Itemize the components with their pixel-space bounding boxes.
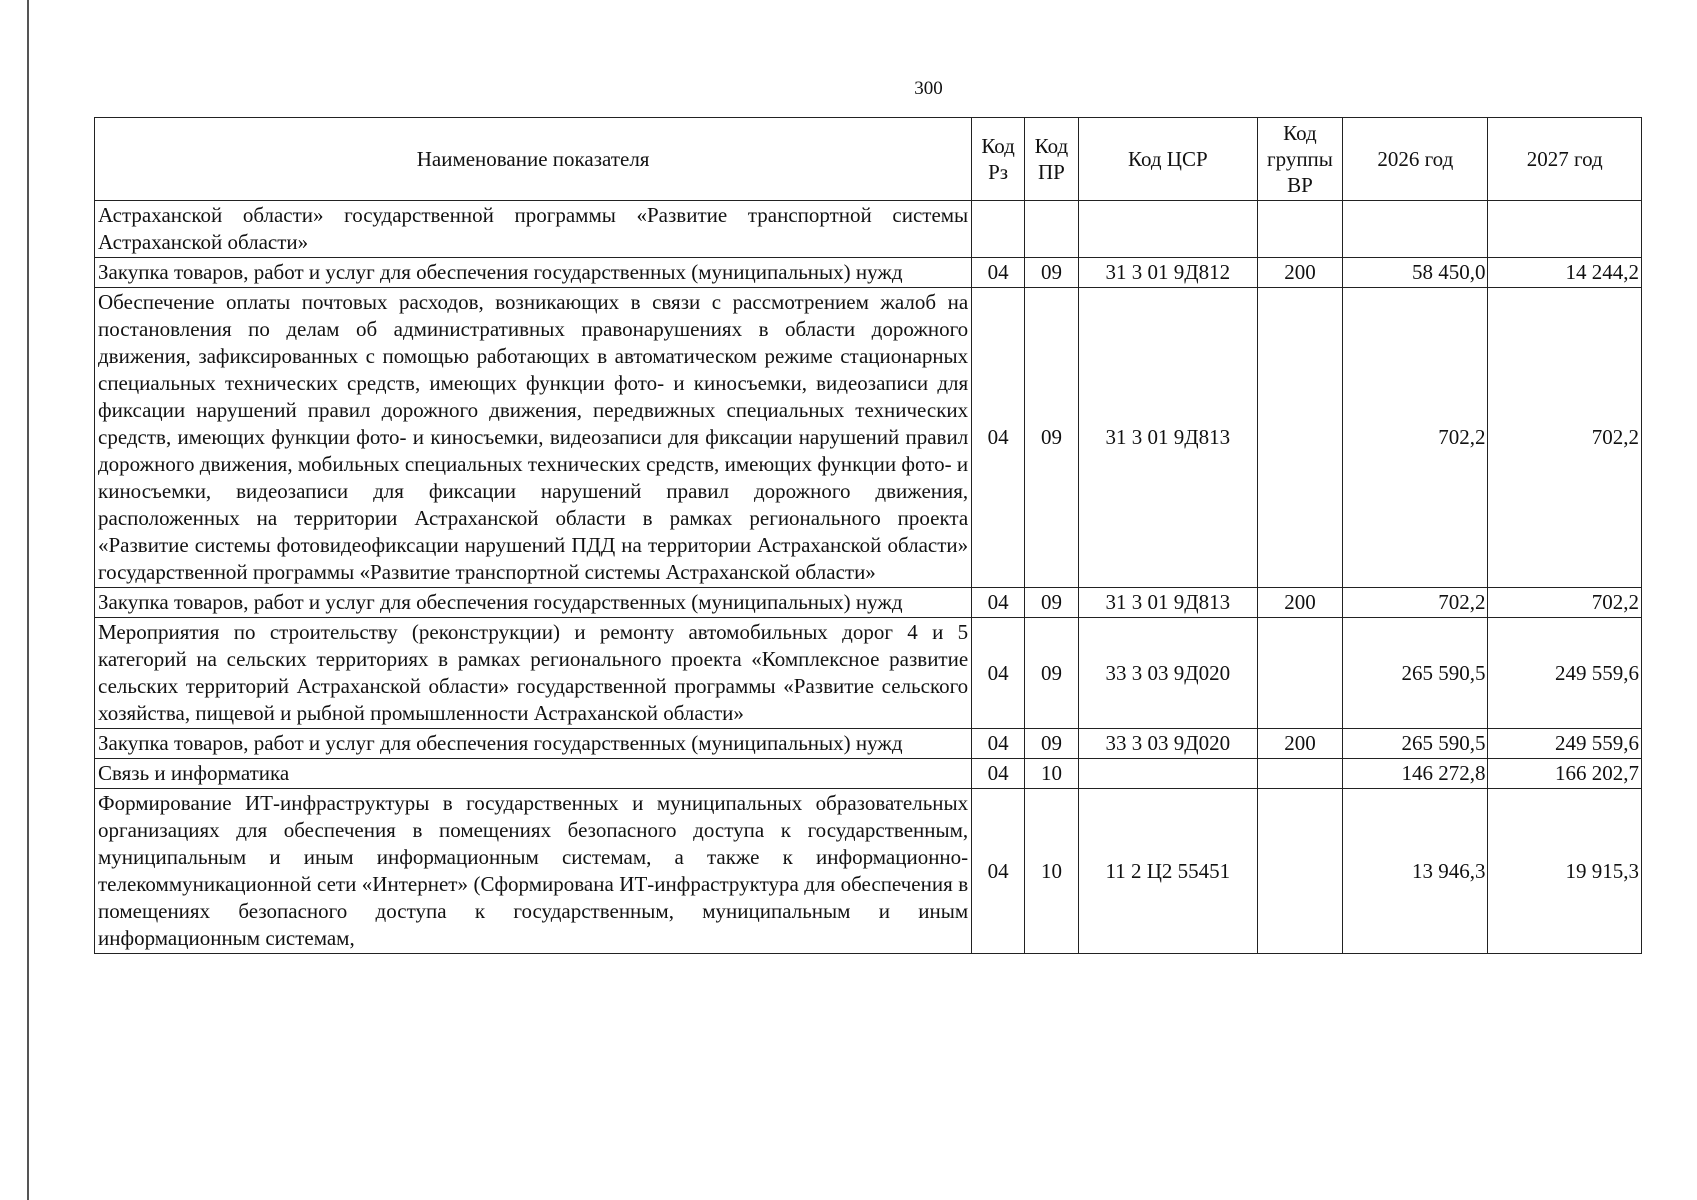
header-name: Наименование показателя bbox=[95, 118, 972, 201]
row-vr bbox=[1257, 759, 1342, 789]
row-vr: 200 bbox=[1257, 588, 1342, 618]
row-2027: 249 559,6 bbox=[1488, 729, 1642, 759]
row-pr: 10 bbox=[1025, 759, 1079, 789]
table-row bbox=[95, 201, 1642, 258]
header-csr: Код ЦСР bbox=[1078, 118, 1257, 201]
header-2027: 2027 год bbox=[1488, 118, 1642, 201]
header-vr: Код группы ВР bbox=[1257, 118, 1342, 201]
row-rz: 04 bbox=[972, 588, 1025, 618]
row-name: Астраханской области» государственной программы «Развитие транспортной системы Астраханской области» bbox=[95, 201, 972, 258]
header-pr: Код ПР bbox=[1025, 118, 1079, 201]
row-2027: 14 244,2 bbox=[1488, 258, 1642, 288]
row-vr bbox=[1257, 618, 1342, 729]
row-csr: 31 3 01 9Д813 bbox=[1078, 588, 1257, 618]
row-2027: 249 559,6 bbox=[1488, 618, 1642, 729]
row-2027 bbox=[1488, 201, 1642, 258]
row-name: Закупка товаров, работ и услуг для обеспечения государственных (муниципальных) нужд bbox=[95, 729, 972, 759]
row-name: Связь и информатика bbox=[95, 759, 972, 789]
row-pr: 09 bbox=[1025, 618, 1079, 729]
row-2027: 702,2 bbox=[1488, 588, 1642, 618]
row-rz: 04 bbox=[972, 288, 1025, 588]
row-rz bbox=[972, 201, 1025, 258]
row-2027: 702,2 bbox=[1488, 288, 1642, 588]
table-row bbox=[95, 618, 1642, 729]
row-csr: 11 2 Ц2 55451 bbox=[1078, 789, 1257, 954]
row-vr bbox=[1257, 201, 1342, 258]
table-row bbox=[95, 729, 1642, 759]
budget-table bbox=[94, 117, 1642, 954]
row-2027: 166 202,7 bbox=[1488, 759, 1642, 789]
table-header-row bbox=[95, 118, 1642, 201]
row-name: Закупка товаров, работ и услуг для обеспечения государственных (муниципальных) нужд bbox=[95, 588, 972, 618]
row-name: Закупка товаров, работ и услуг для обеспечения государственных (муниципальных) нужд bbox=[95, 258, 972, 288]
row-csr: 33 3 03 9Д020 bbox=[1078, 729, 1257, 759]
row-name: Мероприятия по строительству (реконструкции) и ремонту автомобильных дорог 4 и 5 категорий на сельских территориях в рамках регионального проекта «Комплексное развитие сельских территорий Астраханской области» государственной программы «Развитие сельского хозяйства, пищевой и рыбной промышленности Астраханской области» bbox=[95, 618, 972, 729]
row-2026: 265 590,5 bbox=[1343, 618, 1488, 729]
row-csr bbox=[1078, 201, 1257, 258]
row-2026 bbox=[1343, 201, 1488, 258]
row-2026: 265 590,5 bbox=[1343, 729, 1488, 759]
row-vr: 200 bbox=[1257, 258, 1342, 288]
table-row bbox=[95, 789, 1642, 954]
row-pr: 09 bbox=[1025, 729, 1079, 759]
row-rz: 04 bbox=[972, 618, 1025, 729]
table-row bbox=[95, 258, 1642, 288]
row-vr: 200 bbox=[1257, 729, 1342, 759]
row-2026: 13 946,3 bbox=[1343, 789, 1488, 954]
row-csr bbox=[1078, 759, 1257, 789]
row-rz: 04 bbox=[972, 759, 1025, 789]
table-row bbox=[95, 288, 1642, 588]
row-rz: 04 bbox=[972, 258, 1025, 288]
row-2026: 702,2 bbox=[1343, 588, 1488, 618]
row-2026: 702,2 bbox=[1343, 288, 1488, 588]
row-2027: 19 915,3 bbox=[1488, 789, 1642, 954]
row-name: Обеспечение оплаты почтовых расходов, возникающих в связи с рассмотрением жалоб на постановления по делам об административных правонарушениях в области дорожного движения, зафиксированных с помощью работающих в автоматическом режиме стационарных специальных технических средств, имеющих функции фото- и киносъемки, видеозаписи для фиксации нарушений правил дорожного движения, передвижных специальных технических средств, имеющих функции фото- и киносъемки, видеозаписи для фиксации нарушений правил дорожного движения, мобильных специальных технических средств, имеющих функции фото- и киносъемки, видеозаписи для фиксации нарушений правил дорожного движения, расположенных на территории Астраханской области в рамках регионального проекта «Развитие системы фотовидеофиксации нарушений ПДД на территории Астраханской области» государственной программы «Развитие транспортной системы Астраханской области» bbox=[95, 288, 972, 588]
row-pr bbox=[1025, 201, 1079, 258]
row-2026: 58 450,0 bbox=[1343, 258, 1488, 288]
header-rz: Код Рз bbox=[972, 118, 1025, 201]
row-pr: 09 bbox=[1025, 258, 1079, 288]
binding-edge-line bbox=[27, 0, 29, 1200]
table-row bbox=[95, 759, 1642, 789]
row-rz: 04 bbox=[972, 729, 1025, 759]
row-vr bbox=[1257, 288, 1342, 588]
row-csr: 33 3 03 9Д020 bbox=[1078, 618, 1257, 729]
row-2026: 146 272,8 bbox=[1343, 759, 1488, 789]
row-pr: 09 bbox=[1025, 288, 1079, 588]
row-pr: 09 bbox=[1025, 588, 1079, 618]
header-2026: 2026 год bbox=[1343, 118, 1488, 201]
row-csr: 31 3 01 9Д812 bbox=[1078, 258, 1257, 288]
row-name: Формирование ИТ-инфраструктуры в государственных и муниципальных образовательных организациях для обеспечения в помещениях безопасного доступа к государственным, муниципальным и иным информационным системам, а также к информационно-телекоммуникационной сети «Интернет» (Сформирована ИТ-инфраструктура для обеспечения в помещениях безопасного доступа к государственным, муниципальным и иным информационным системам, bbox=[95, 789, 972, 954]
row-rz: 04 bbox=[972, 789, 1025, 954]
page-number: 300 bbox=[914, 78, 943, 99]
table-row bbox=[95, 588, 1642, 618]
row-csr: 31 3 01 9Д813 bbox=[1078, 288, 1257, 588]
row-pr: 10 bbox=[1025, 789, 1079, 954]
row-vr bbox=[1257, 789, 1342, 954]
